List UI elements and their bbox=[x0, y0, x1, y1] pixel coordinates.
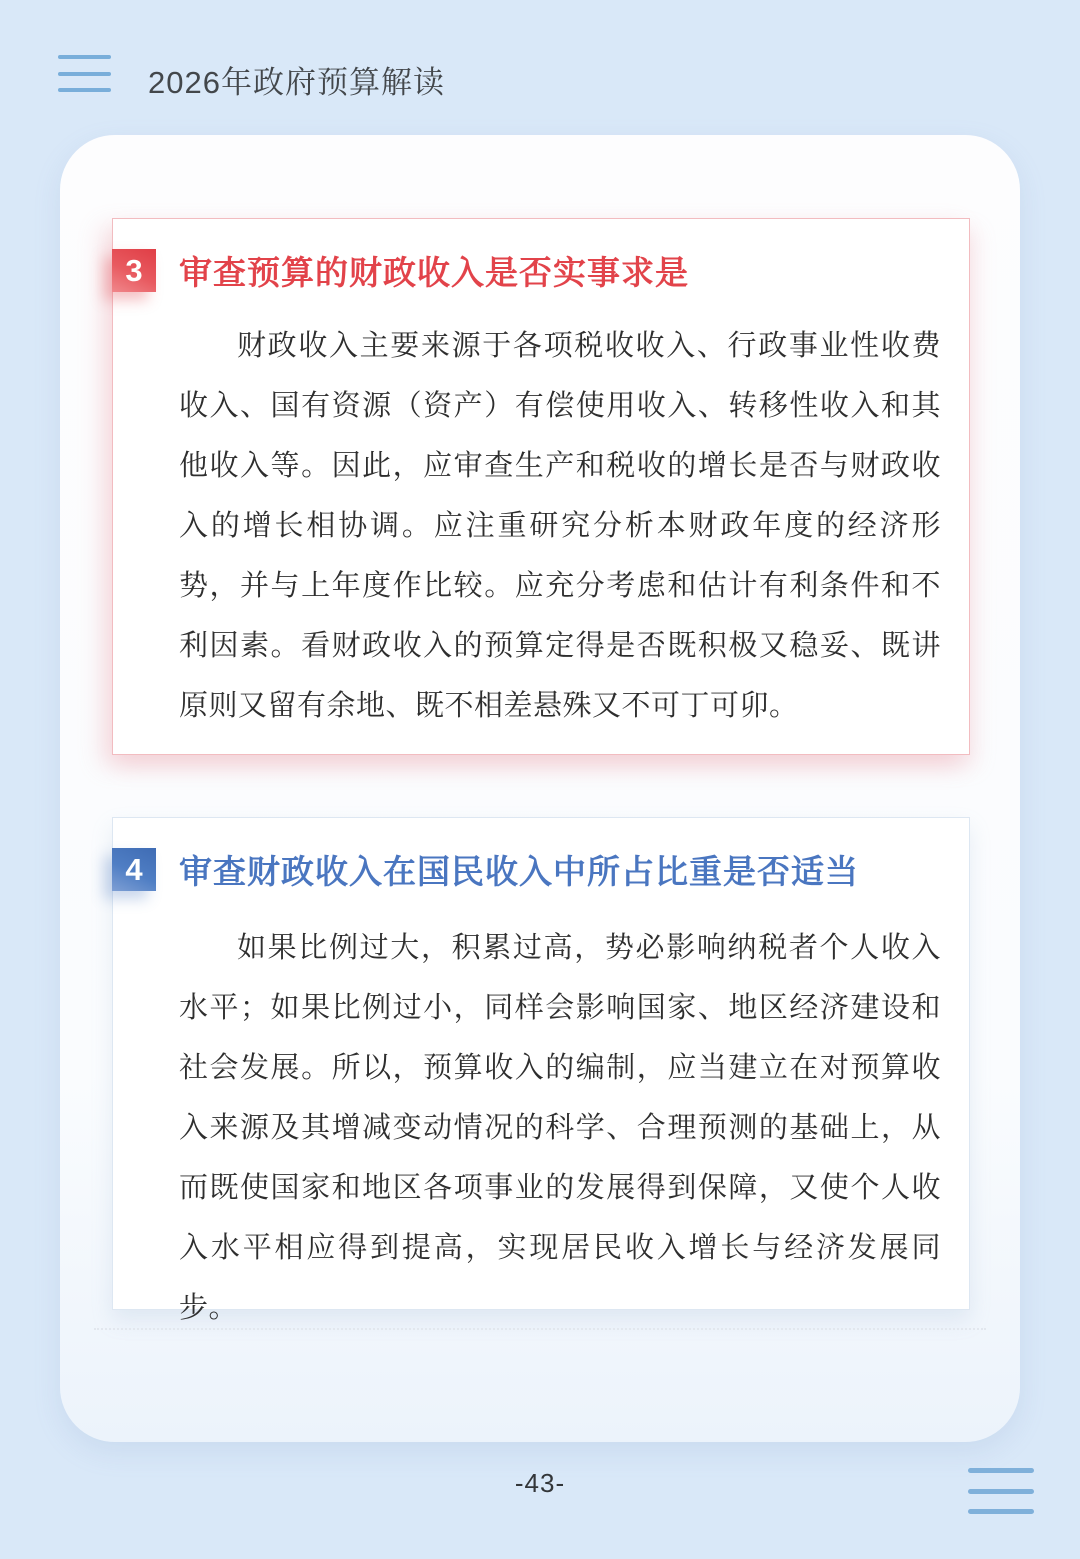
page-header bbox=[0, 0, 1080, 115]
content-card bbox=[60, 135, 1020, 1442]
header-triple-lines-icon bbox=[58, 55, 111, 92]
section-body-text: 财政收入主要来源于各项税收收入、行政事业性收费收入、国有资源（资产）有偿使用收入、转移性收入和其他收入等。因此，应审查生产和税收的增长是否与财政收入的增长相协调。应注重研究分析本财政年度的经济形势，并与上年度作比较。应充分考虑和估计有利条件和不利因素。看财政收入的预算定得是否既积极又稳妥、既讲原则又留有余地、既不相差悬殊又不可丁可卯。 bbox=[179, 330, 941, 722]
section-card-4 bbox=[112, 817, 970, 1324]
section-number-badge: 3 bbox=[112, 249, 156, 292]
section-heading: 审查预算的财政收入是否实事求是 bbox=[179, 254, 689, 291]
section-heading: 审查财政收入在国民收入中所占比重是否适当 bbox=[179, 853, 859, 890]
dotted-divider bbox=[94, 1328, 986, 1330]
section-card-3 bbox=[112, 218, 970, 755]
section-body-text: 如果比例过大，积累过高，势必影响纳税者个人收入水平；如果比例过小，同样会影响国家、地区经济建设和社会发展。所以，预算收入的编制，应当建立在对预算收入来源及其增减变动情况的科学、合理预测的基础上，从而既使国家和地区各项事业的发展得到保障，又使个人收入水平相应得到提高，实现居民收入增长与经济发展同步。 bbox=[179, 932, 941, 1324]
section-number-badge: 4 bbox=[112, 848, 156, 891]
page-number: -43- bbox=[514, 1468, 566, 1498]
page-title: 2026年政府预算解读 bbox=[148, 65, 445, 100]
footer-triple-lines-icon bbox=[968, 1468, 1034, 1514]
